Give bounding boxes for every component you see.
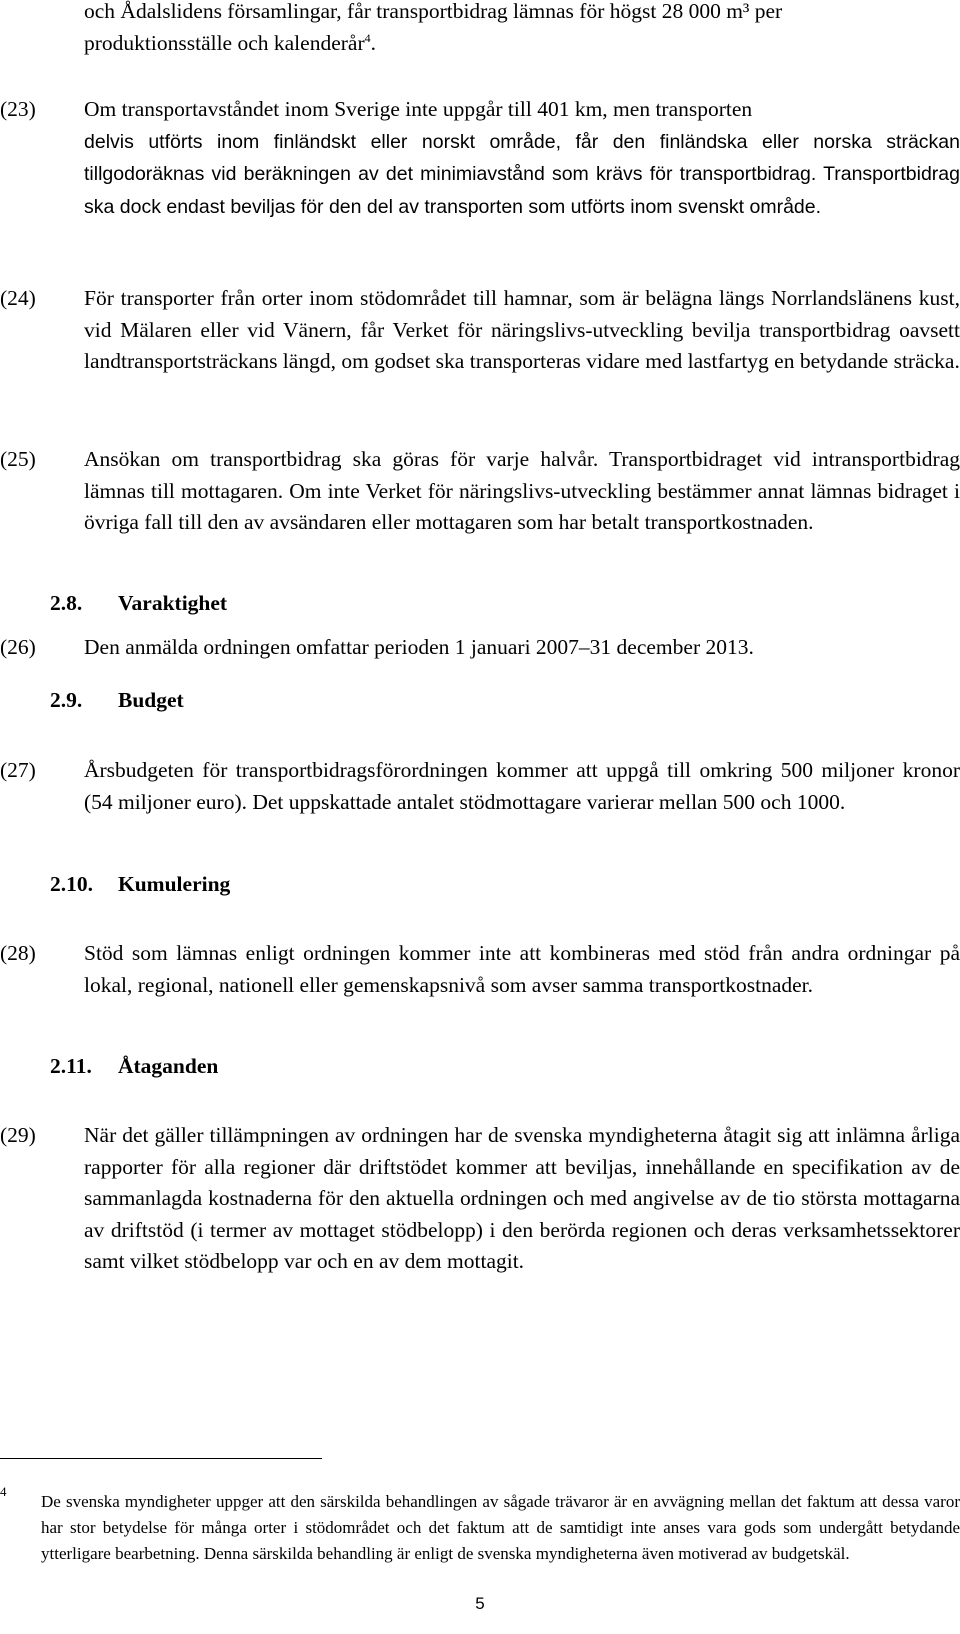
- section-number: 2.10.: [50, 872, 93, 896]
- paragraph-23-sans-text: delvis utförts inom finländskt eller norskt område, får den finländska eller norska sträckan tillgodoräknas vid beräkningen av det minimiavstånd som krävs för transportbidrag. Transportbidrag ska dock endast beviljas för den del av transporten som utförts inom svenskt område.: [84, 130, 960, 218]
- section-number: 2.11.: [50, 1054, 92, 1078]
- section-title: Budget: [118, 688, 184, 712]
- paragraph-27: Årsbudgeten för transportbidragsförordningen kommer att uppgå till omkring 500 miljoner kronor (54 miljoner euro). Det uppskattade antalet stödmottagare varierar mellan 500 och 1000.: [84, 758, 960, 814]
- footnote-separator: [0, 1458, 322, 1459]
- page-number: 5: [475, 1594, 485, 1613]
- section-heading-2-11: [50, 1051, 218, 1083]
- intro-paragraph: [84, 0, 960, 59]
- footnote-reference: 4: [364, 30, 371, 45]
- paragraph-24: För transporter från orter inom stödområdet till hamnar, som är belägna längs Norrlandslänens kust, vid Mälaren eller vid Vänern, får Verket för näringslivs-utveckling bevilja transportbidrag oavsett landtransportsträckans längd, om godset ska transporteras vidare med lastfartyg en betydande sträcka.: [84, 286, 960, 373]
- paragraph-number-25: (25): [0, 447, 36, 471]
- paragraph-number-27: (27): [0, 758, 36, 782]
- section-number: 2.9.: [50, 688, 83, 712]
- footnote-text: De svenska myndigheter uppger att den särskilda behandlingen av sågade trävaror är en avvägning mellan det faktum att dessa varor har stor betydelse för många orter i stödområdet och det faktum att de samtidigt inte anses vara gods som undergått betydande ytterligare bearbetning. Denna särskilda behandling är enligt de svenska myndigheterna även motiverad av budgetskäl.: [41, 1492, 960, 1563]
- section-title: Kumulering: [118, 872, 231, 896]
- paragraph-29: När det gäller tillämpningen av ordningen har de svenska myndigheterna åtagit sig att inlämna årliga rapporter för alla regioner där driftstödet kommer att beviljas, innehållande en specifikation av de sammanlagda kostnaderna för den aktuella ordningen och med angivelse av de tio största mottagarna av driftstöd (i termer av mottaget stödbelopp) i den berörda regionen och deras verksamhetssektorer samt vilket stödbelopp var och en av dem mottagit.: [84, 1123, 960, 1273]
- paragraph-25: Ansökan om transportbidrag ska göras för varje halvår. Transportbidraget vid intransportbidrag lämnas till mottagaren. Om inte Verket för näringslivs-utveckling bestämmer annat lämnas bidraget i övriga fall till den av avsändaren eller mottagaren som har betalt transportkostnaden.: [84, 447, 960, 534]
- section-heading-2-10: [50, 869, 230, 901]
- paragraph-number-28: (28): [0, 941, 36, 965]
- paragraph-number-29: (29): [0, 1123, 36, 1147]
- section-title: Varaktighet: [118, 591, 228, 615]
- section-number: 2.8.: [50, 591, 83, 615]
- section-heading-2-8: [50, 588, 227, 620]
- paragraph-23-line-1: Om transportavståndet inom Sverige inte uppgår till 401 km, men transporten: [84, 97, 753, 121]
- section-title: Åtaganden: [118, 1054, 219, 1078]
- intro-line-2: produktionsställe och kalenderår: [84, 30, 365, 55]
- paragraph-number-24: (24): [0, 286, 36, 310]
- paragraph-number-23: (23): [0, 97, 36, 121]
- paragraph-number-26: (26): [0, 635, 36, 659]
- paragraph-28: Stöd som lämnas enligt ordningen kommer inte att kombineras med stöd från andra ordningar på lokal, regional, nationell eller gemenskapsnivå som avser samma transportkostnader.: [84, 941, 960, 997]
- intro-end: .: [370, 30, 376, 55]
- footnote-mark: 4: [0, 1484, 7, 1499]
- section-heading-2-9: [50, 685, 184, 717]
- paragraph-26: Den anmälda ordningen omfattar perioden 1 januari 2007–31 december 2013.: [84, 635, 754, 659]
- paragraph-23: [84, 94, 960, 223]
- intro-line-1: och Ådalslidens församlingar, får transportbidrag lämnas för högst 28 000 m³ per: [84, 0, 783, 23]
